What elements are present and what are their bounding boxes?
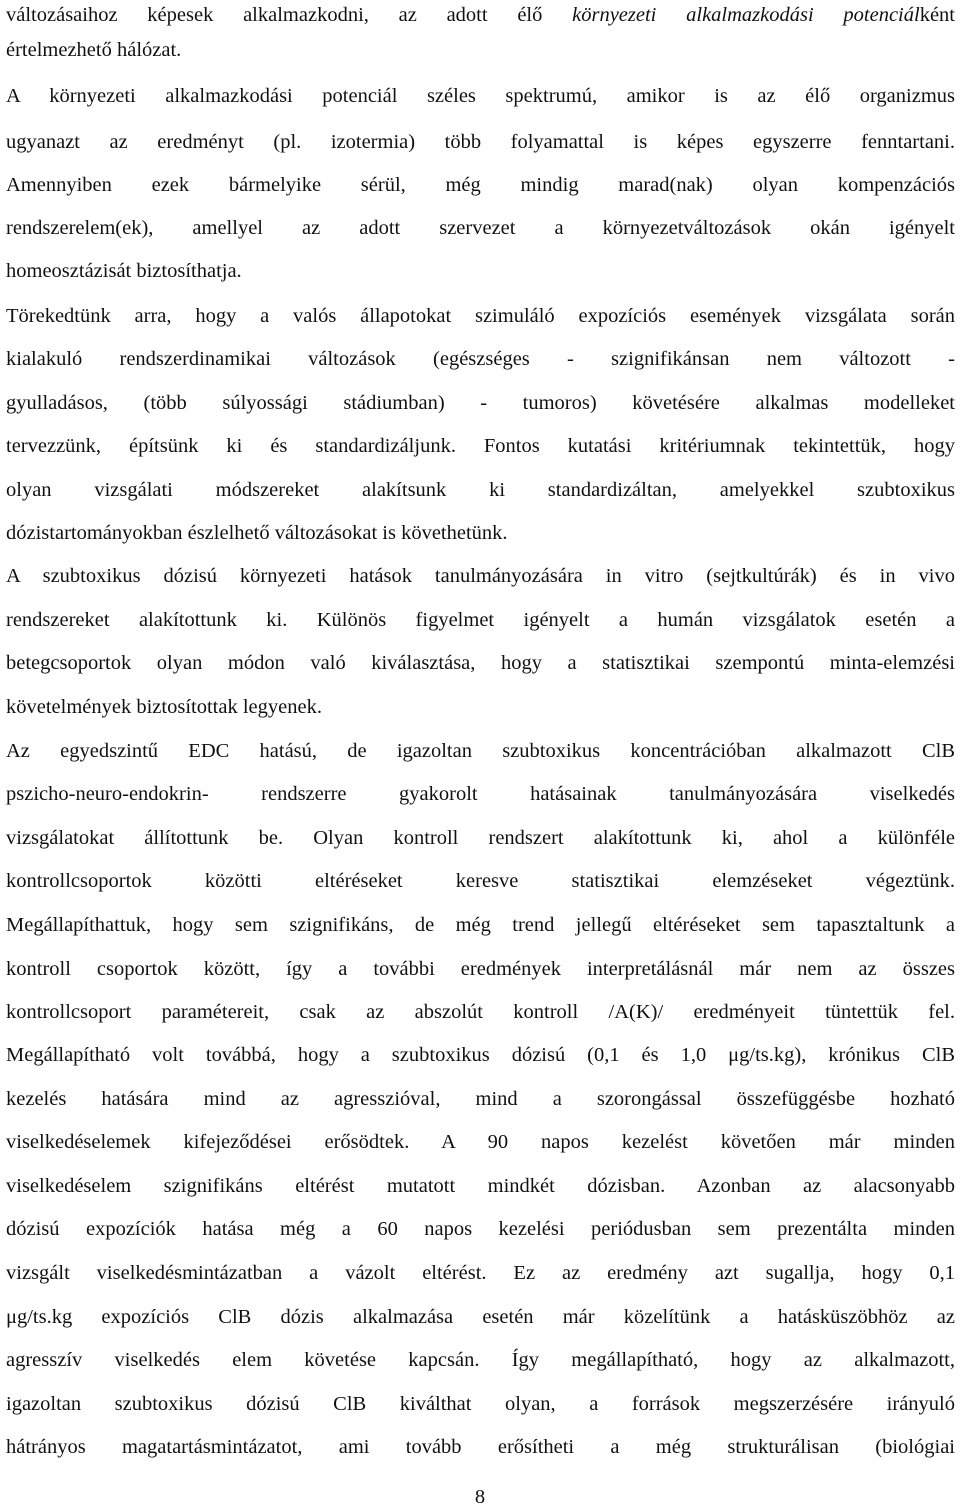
text-line: tervezzünk, építsünk ki és standardizáljunk. Fontos kutatási kritériumnak tekintettük, hogy: [6, 435, 955, 457]
text-line: homeosztázisát biztosíthatja.: [6, 260, 242, 282]
text-line: kialakuló rendszerdinamikai változások (egészséges - szignifikánsan nem változott -: [6, 348, 955, 370]
text-line: Megállapíthattuk, hogy sem szignifikáns, de még trend jellegű eltéréseket sem tapasztaltunk a: [6, 914, 955, 936]
italic-term: környezeti alkalmazkodási potenciál: [572, 4, 920, 26]
text-line: ugyanazt az eredményt (pl. izotermia) több folyamattal is képes egyszerre fenntartani.: [6, 131, 955, 153]
text-line: agresszív viselkedés elem követése kapcsán. Így megállapítható, hogy az alkalmazott,: [6, 1349, 955, 1371]
text-line: A szubtoxikus dózisú környezeti hatások tanulmányozására in vitro (sejtkultúrák) és in vivo: [6, 565, 955, 587]
text-line: A környezeti alkalmazkodási potenciál széles spektrumú, amikor is az élő organizmus: [6, 85, 955, 107]
text-line: vizsgálatokat állítottunk be. Olyan kontroll rendszert alakítottunk ki, ahol a különféle: [6, 827, 955, 849]
text-line: dózistartományokban észlelhető változásokat is követhetünk.: [6, 522, 508, 544]
text-line: viselkedéselem szignifikáns eltérést mutatott mindkét dózisban. Azonban az alacsonyabb: [6, 1175, 955, 1197]
text-line: gyulladásos, (több súlyossági stádiumban) - tumoros) követésére alkalmas modelleket: [6, 392, 955, 414]
text-line: igazoltan szubtoxikus dózisú ClB kiválthat olyan, a források megszerzésére irányuló: [6, 1393, 955, 1415]
text-line: rendszerelem(ek), amellyel az adott szervezet a környezetváltozások okán igényelt: [6, 217, 955, 239]
page-number: 8: [474, 1486, 486, 1508]
text-line: pszicho-neuro-endokrin- rendszerre gyakorolt hatásainak tanulmányozására viselkedés: [6, 783, 955, 805]
text-line: μg/ts.kg expozíciós ClB dózis alkalmazása esetén már közelítünk a hatásküszöbhöz az: [6, 1306, 955, 1328]
text-line: betegcsoportok olyan módon való kiválasztása, hogy a statisztikai szempontú minta-elemzési: [6, 652, 955, 674]
text-segment: változásaihoz képesek alkalmazkodni, az adott élő: [6, 4, 573, 26]
text-line: Megállapítható volt továbbá, hogy a szubtoxikus dózisú (0,1 és 1,0 μg/ts.kg), krónikus ClB: [6, 1044, 955, 1066]
text-line: vizsgált viselkedésmintázatban a vázolt eltérést. Ez az eredmény azt sugallja, hogy 0,1: [6, 1262, 955, 1284]
text-segment: ként: [919, 4, 955, 26]
text-line: hátrányos magatartásmintázatot, ami tovább erősítheti a még strukturálisan (biológiai: [6, 1436, 955, 1458]
text-line: rendszereket alakítottunk ki. Különös figyelmet igényelt a humán vizsgálatok esetén a: [6, 609, 955, 631]
text-line: kezelés hatására mind az agresszióval, mind a szorongással összefüggésbe hozható: [6, 1088, 955, 1110]
text-line: kontroll csoportok között, így a további eredmények interpretálásnál már nem az összes: [6, 958, 955, 980]
text-line: olyan vizsgálati módszereket alakítsunk ki standardizáltan, amelyekkel szubtoxikus: [6, 479, 955, 501]
text-line: viselkedéselemek kifejeződései erősödtek. A 90 napos kezelést követően már minden: [6, 1131, 955, 1153]
text-line: követelmények biztosítottak legyenek.: [6, 696, 322, 718]
text-line: értelmezhető hálózat.: [6, 39, 182, 61]
text-line: dózisú expozíciók hatása még a 60 napos kezelési periódusban sem prezentálta minden: [6, 1218, 955, 1240]
text-line: Törekedtünk arra, hogy a valós állapotokat szimuláló expozíciós események vizsgálata során: [6, 305, 955, 327]
text-line: Amennyiben ezek bármelyike sérül, még mindig marad(nak) olyan kompenzációs: [6, 174, 955, 196]
text-line: [6, 0, 955, 30]
text-line: kontrollcsoport paramétereit, csak az abszolút kontroll /A(K)/ eredményeit tüntettük fel.: [6, 1001, 955, 1023]
text-line: kontrollcsoportok közötti eltéréseket keresve statisztikai elemzéseket végeztünk.: [6, 870, 955, 892]
text-line: Az egyedszintű EDC hatású, de igazoltan szubtoxikus koncentrációban alkalmazott ClB: [6, 740, 955, 762]
